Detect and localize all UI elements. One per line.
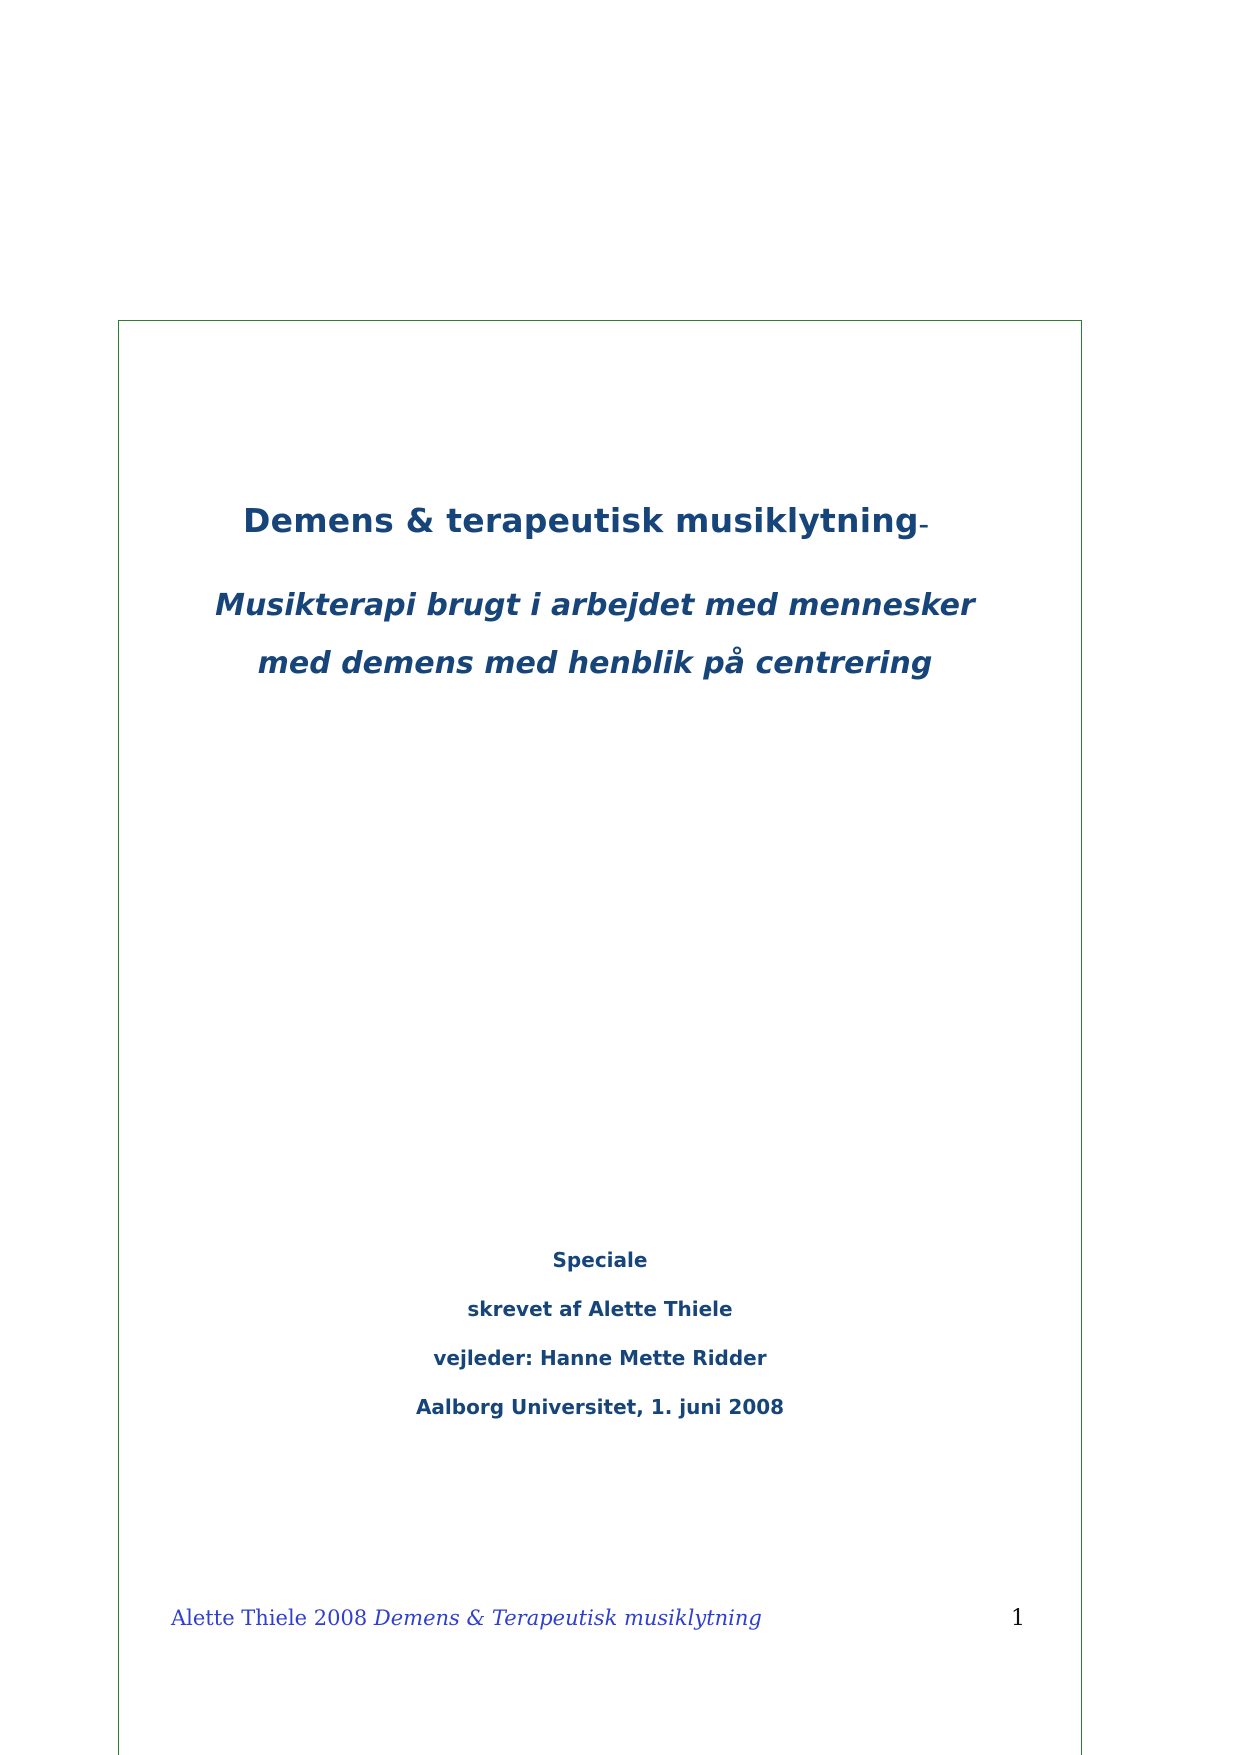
subtitle-line-1: Musikterapi brugt i arbejdet med mennesker [215, 587, 975, 623]
credit-type: Speciale [552, 1248, 648, 1272]
document-subtitle [119, 577, 1081, 694]
credits-block [119, 1236, 1091, 1432]
footer-author-year: Alette Thiele 2008 [171, 1606, 368, 1630]
title-page-frame [118, 320, 1082, 1755]
document-main-title [119, 501, 1081, 541]
subtitle-line-2: med demens med henblik på centrering [257, 646, 933, 682]
main-title-text: Demens & terapeutisk musiklytning [243, 501, 919, 540]
title-block [119, 501, 1081, 694]
credit-author: skrevet af Alette Thiele [467, 1297, 733, 1321]
page-footer [171, 1606, 1035, 1631]
main-title-dash: – [918, 513, 929, 537]
credit-supervisor: vejleder: Hanne Mette Ridder [433, 1346, 767, 1370]
footer-running-head [171, 1606, 762, 1630]
footer-running-title: Demens & Terapeutisk musiklytning [373, 1606, 762, 1630]
footer-page-number: 1 [1011, 1606, 1025, 1631]
credit-institution-date: Aalborg Universitet, 1. juni 2008 [415, 1395, 785, 1419]
